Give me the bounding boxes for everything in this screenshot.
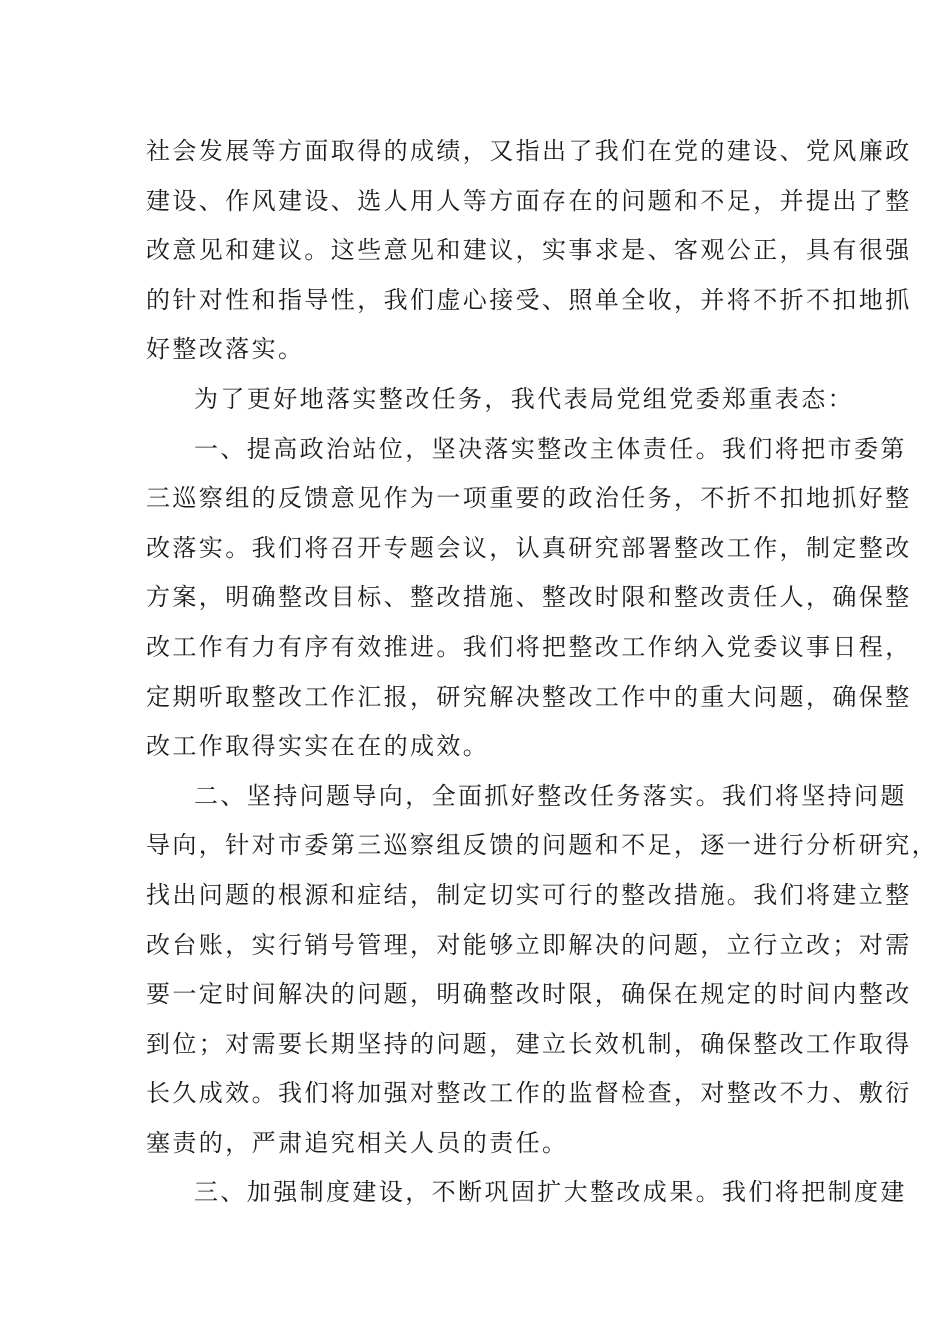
text-line: 方案，明确整改目标、整改措施、整改时限和整改责任人，确保整 bbox=[146, 583, 912, 612]
text-line: 改落实。我们将召开专题会议，认真研究部署整改工作，制定整改 bbox=[146, 533, 912, 562]
text-line: 到位；对需要长期坚持的问题，建立长效机制，确保整改工作取得 bbox=[146, 1029, 912, 1058]
text-line: 长久成效。我们将加强对整改工作的监督检查，对整改不力、敷衍 bbox=[146, 1079, 912, 1108]
paragraph-point-three bbox=[146, 1168, 907, 1218]
text-line: 改台账，实行销号管理，对能够立即解决的问题，立行立改；对需 bbox=[146, 930, 912, 959]
text-line: 找出问题的根源和症结，制定切实可行的整改措施。我们将建立整 bbox=[146, 880, 912, 909]
text-line: 要一定时间解决的问题，明确整改时限，确保在规定的时间内整改 bbox=[146, 980, 912, 1009]
paragraph-point-one bbox=[146, 425, 912, 772]
paragraph-point-two bbox=[146, 772, 938, 1169]
text-line: 三巡察组的反馈意见作为一项重要的政治任务，不折不扣地抓好整 bbox=[146, 484, 912, 513]
text-line: 建设、作风建设、选人用人等方面存在的问题和不足，并提出了整 bbox=[146, 186, 912, 215]
paragraph-statement-intro bbox=[146, 375, 854, 425]
text-line: 改工作取得实实在在的成效。 bbox=[146, 732, 490, 761]
text-line: 改意见和建议。这些意见和建议，实事求是、客观公正，具有很强 bbox=[146, 236, 912, 265]
text-line: 塞责的，严肃追究相关人员的责任。 bbox=[146, 1128, 569, 1157]
text-line: 三、加强制度建设，不断巩固扩大整改成果。我们将把制度建 bbox=[194, 1178, 907, 1207]
document-body bbox=[146, 127, 938, 1218]
text-line: 二、坚持问题导向，全面抓好整改任务落实。我们将坚持问题 bbox=[194, 781, 907, 810]
text-line: 一、提高政治站位，坚决落实整改主体责任。我们将把市委第 bbox=[194, 434, 907, 463]
text-line: 好整改落实。 bbox=[146, 335, 305, 364]
text-line: 社会发展等方面取得的成绩，又指出了我们在党的建设、党风廉政 bbox=[146, 137, 912, 165]
text-line: 的针对性和指导性，我们虚心接受、照单全收，并将不折不扣地抓 bbox=[146, 285, 912, 314]
text-line: 为了更好地落实整改任务，我代表局党组党委郑重表态： bbox=[194, 384, 854, 413]
text-line: 定期听取整改工作汇报，研究解决整改工作中的重大问题，确保整 bbox=[146, 682, 912, 711]
paragraph-opening-continuation bbox=[146, 127, 912, 375]
text-line: 导向，针对市委第三巡察组反馈的问题和不足，逐一进行分析研究， bbox=[146, 831, 938, 860]
text-line: 改工作有力有序有效推进。我们将把整改工作纳入党委议事日程， bbox=[146, 632, 912, 661]
